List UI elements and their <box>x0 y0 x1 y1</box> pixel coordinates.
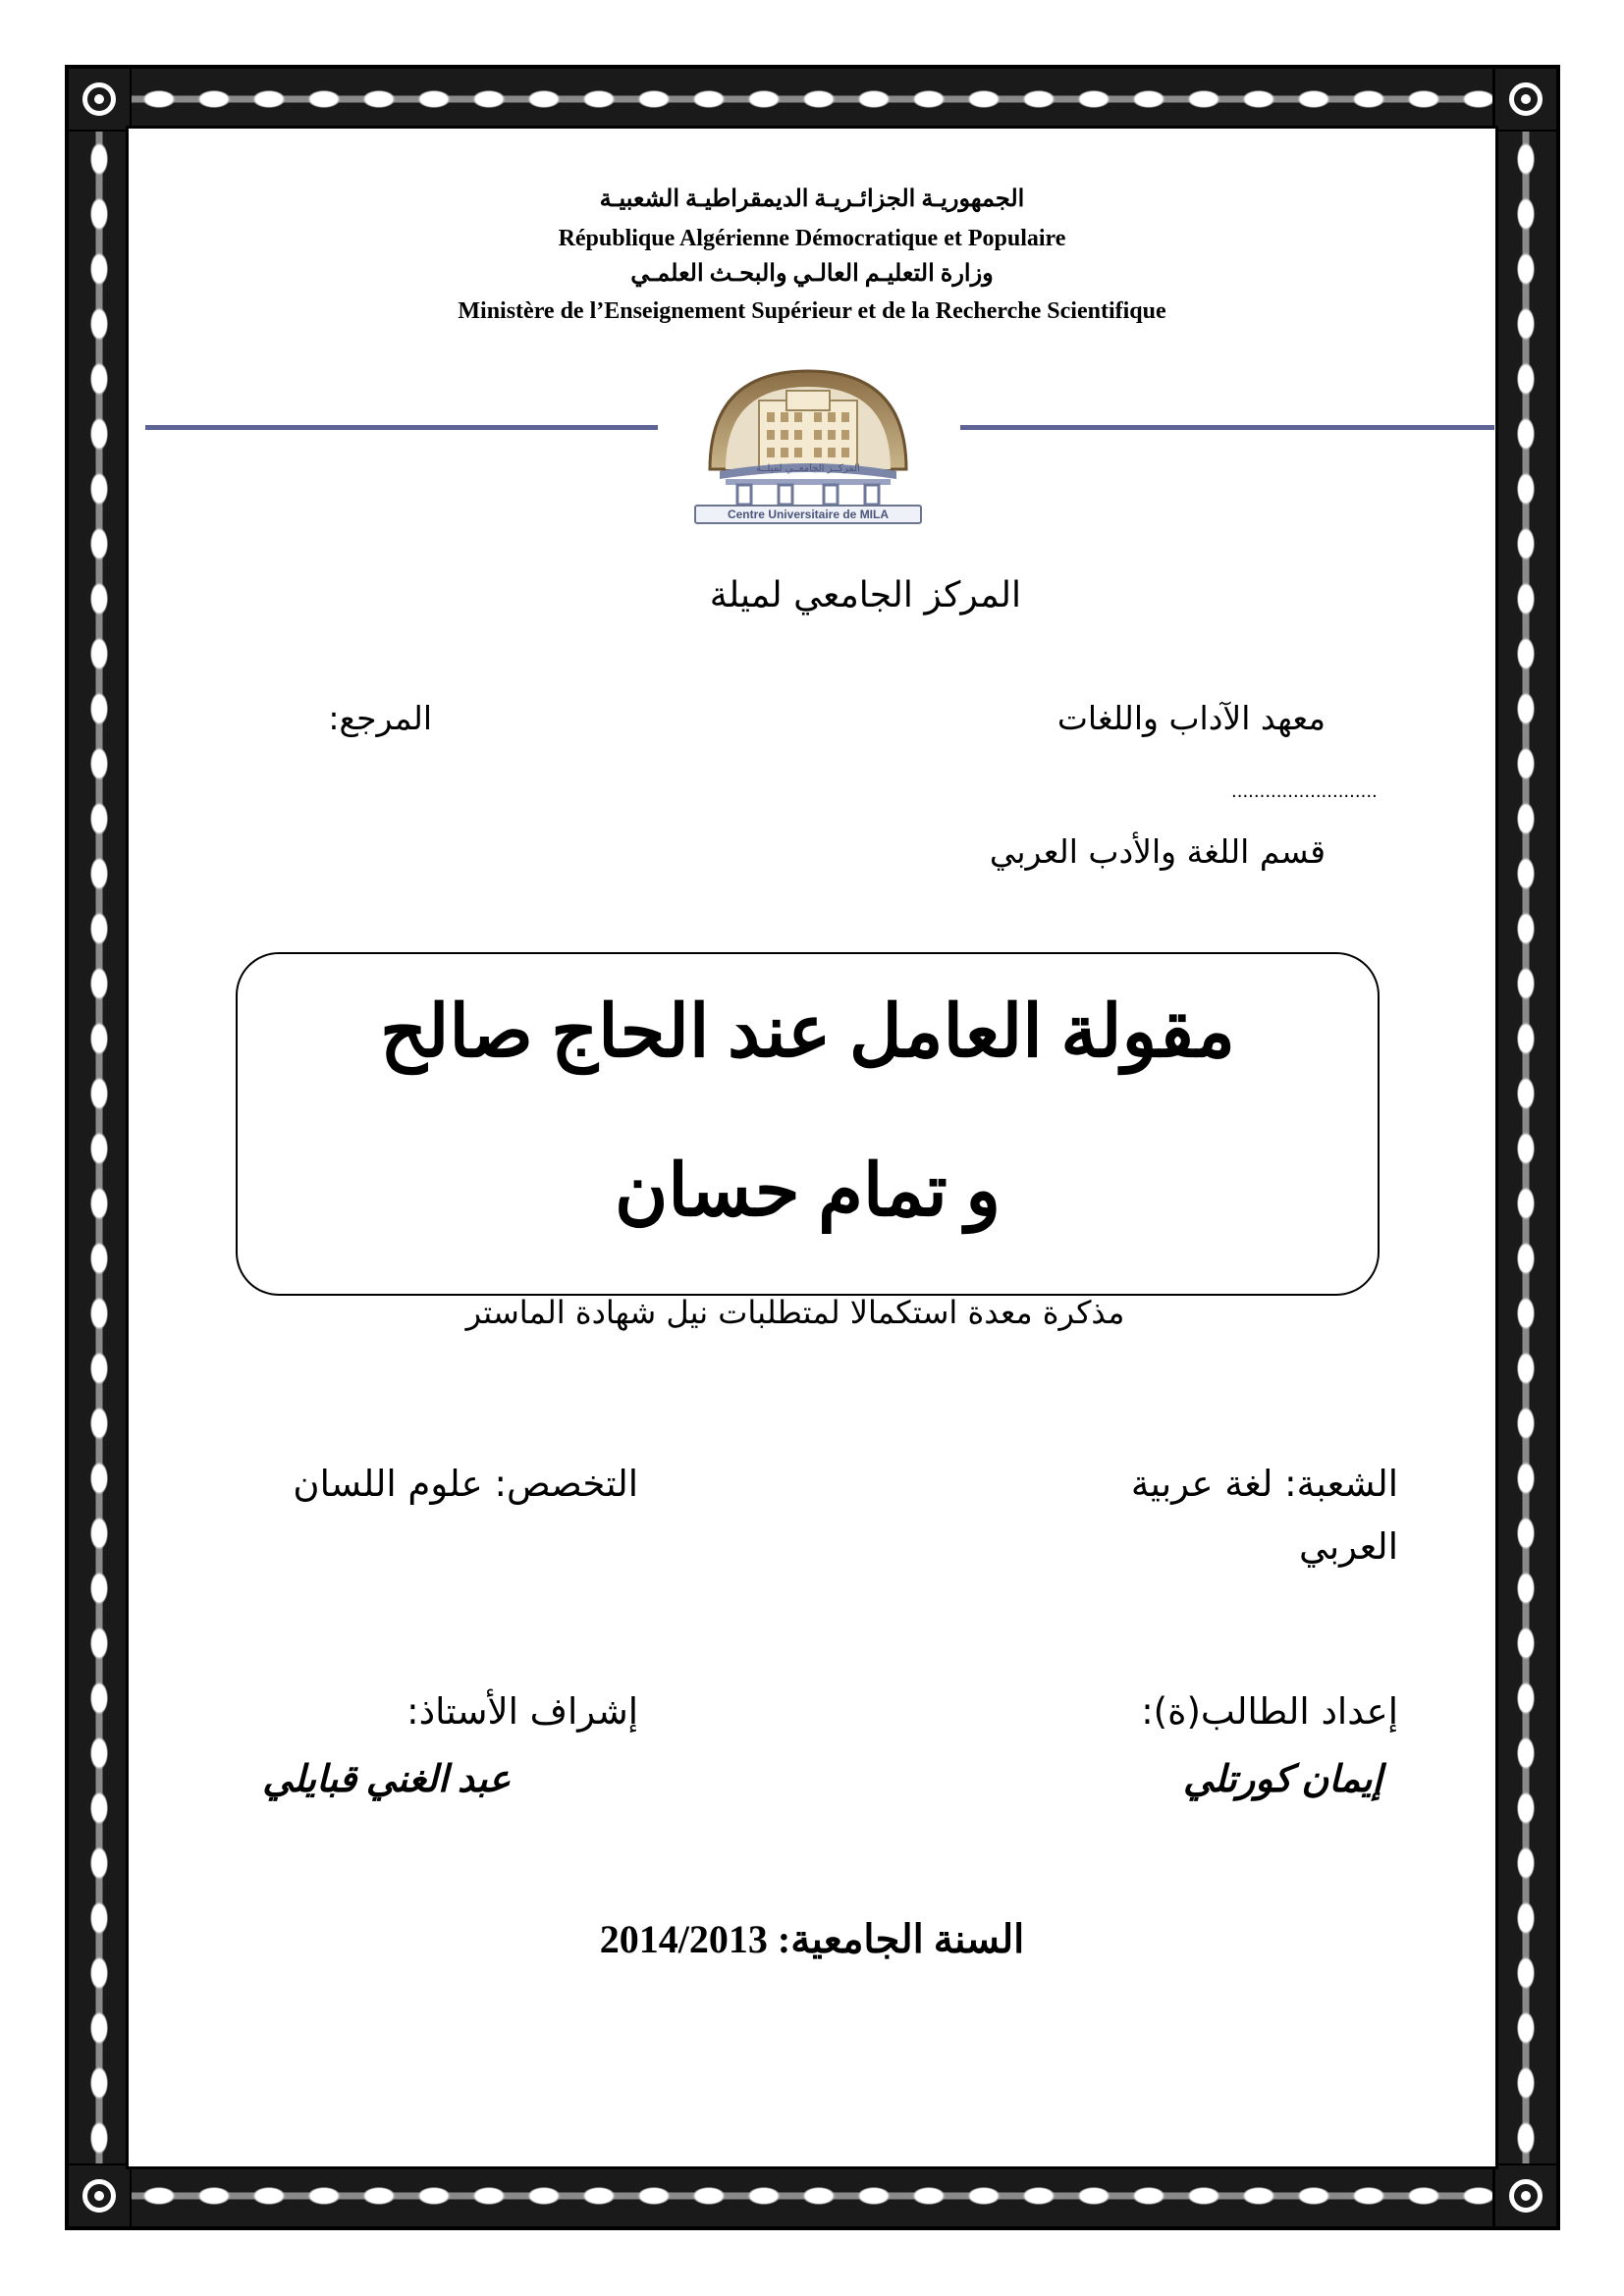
logo-caption: Centre Universitaire de MILA <box>694 505 922 524</box>
border-top-band <box>132 69 1492 130</box>
border-right-band <box>1495 132 1556 2163</box>
border-corner-ornament <box>1495 2165 1556 2226</box>
reference-number-placeholder: .......................... <box>1231 781 1378 802</box>
institute-name: معهد الآداب واللغات <box>1056 699 1326 737</box>
academic-year: السنة الجامعية: 2014/2013 <box>599 1917 1025 1961</box>
border-corner-ornament <box>69 2165 130 2226</box>
border-bottom-band <box>132 2165 1492 2226</box>
department-name: قسم اللغة والأدب العربي <box>989 832 1326 871</box>
ministry-name-french: Ministère de l’Enseignement Supérieur et de la Recherche Scientifique <box>458 298 1166 324</box>
university-center-name: المركز الجامعي لميلة <box>709 575 1021 615</box>
supervisor-name: عبد الغني قبايلي <box>262 1759 511 1800</box>
thesis-subtitle: مذكرة معدة استكمالا لمتطلبات نيل شهادة الماستر <box>465 1294 1125 1331</box>
reference-label: المرجع: <box>328 699 432 737</box>
border-corner-ornament <box>1495 69 1556 130</box>
building-icon <box>690 361 926 505</box>
republic-name-french: République Algérienne Démocratique et Populaire <box>558 226 1066 251</box>
header-rule-right <box>960 425 1494 430</box>
border-corner-ornament <box>69 69 130 130</box>
header-rule-left <box>145 425 658 430</box>
branch-label-continued: العربي <box>1299 1525 1398 1568</box>
border-left-band <box>69 132 130 2163</box>
republic-name-arabic: الجمهوريـة الجزائـريـة الديمقراطيـة الشعبيـة <box>599 187 1025 212</box>
student-name: إيمان كورتلي <box>1183 1759 1382 1800</box>
thesis-title-line-2: و تمام حسان <box>614 1151 1001 1232</box>
ministry-name-arabic: وزارة التعليـم العالـي والبحـث العلمـي <box>630 261 994 287</box>
specialty-label: التخصص: علوم اللسان <box>293 1463 638 1505</box>
student-label: إعداد الطالب(ة): <box>1141 1690 1398 1733</box>
branch-label: الشعبة: لغة عربية <box>1130 1463 1398 1505</box>
supervisor-label: إشراف الأستاذ: <box>406 1690 638 1733</box>
logo-arabic-banner: المركــز الجامعــي لميلــة <box>756 463 860 474</box>
thesis-title-line-1: مقولة العامل عند الحاج صالح <box>380 992 1235 1073</box>
university-logo <box>690 361 926 528</box>
